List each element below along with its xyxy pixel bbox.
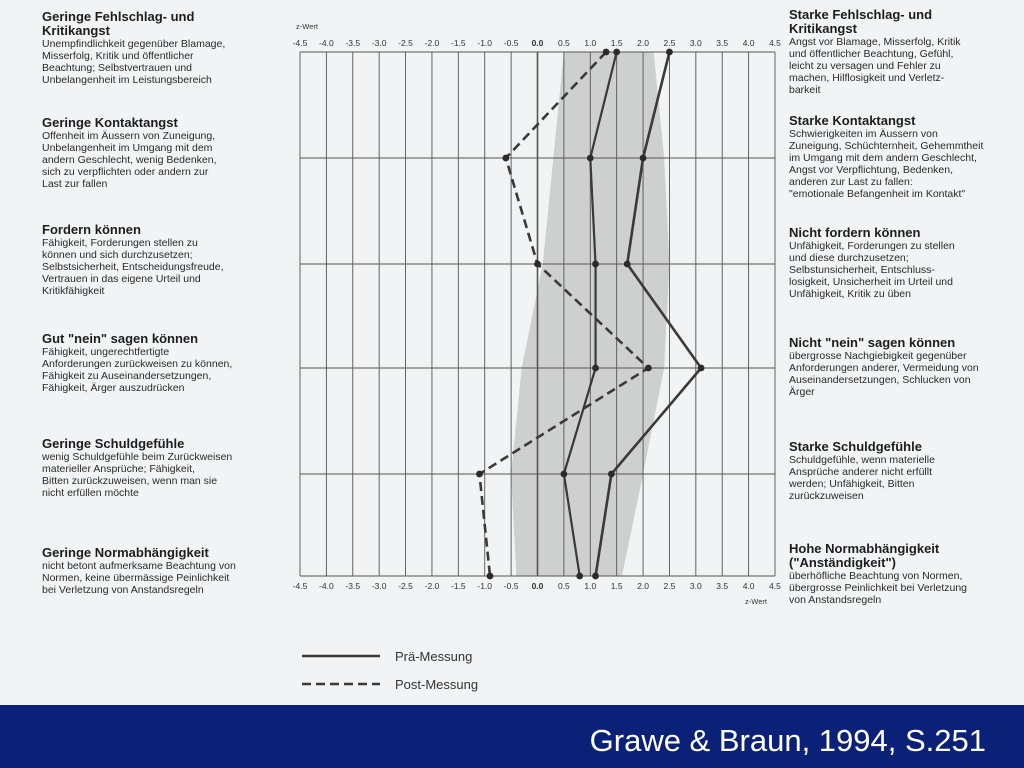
series-1-line-point	[624, 261, 631, 268]
tick-label-bottom: -1.5	[451, 581, 466, 591]
trait-description: Fähigkeit, ungerechtfertigte Anforderungen zurückweisen zu können, Fähigkeit zu Auseinandersetzungen, Fähigkeit, Ärger auszudrücken	[42, 346, 233, 394]
series-2-line-point	[487, 573, 494, 580]
trait-description: übergrosse Nachgiebigkeit gegenüber Anforderungen anderer, Vermeidung von Auseinandersetzungen, Schlucken von Ärger	[789, 350, 979, 398]
trait-title: Gut "nein" sagen können	[42, 331, 199, 346]
tick-label-bottom: 3.0	[689, 581, 702, 591]
tick-label-bottom: -2.5	[398, 581, 413, 591]
tick-label-top: -1.0	[477, 38, 493, 48]
trait-description: Schwierigkeiten im Äussern von Zuneigung, Schüchternheit, Gehemmtheit im Umgang mit dem andern Geschlecht, Angst vor Verpflichtung, Bedenken, anderen zur Last zu fallen: "emotionale Befangenheit im Kontakt"	[789, 128, 984, 200]
series-2-line-point	[476, 471, 483, 478]
series-2-line-point	[502, 155, 509, 162]
trait-description: wenig Schuldgefühle beim Zurückweisen materieller Ansprüche; Fähigkeit, Bitten zurückzuweisen, wenn man sie nicht erfüllen möchte	[42, 451, 233, 499]
tick-label-bottom: -3.5	[345, 581, 361, 591]
series-1-line-point	[698, 365, 705, 372]
tick-label-top: -3.0	[371, 38, 387, 48]
trait-description: Fähigkeit, Forderungen stellen zu können und sich durchzusetzen; Selbstsicherheit, Entscheidungsfreude, Vertrauen in das eigene Urteil und Kritikfähigkeit	[42, 237, 224, 297]
tick-label-top: 3.0	[689, 38, 702, 48]
tick-label-top: 0.0	[531, 38, 544, 48]
tick-label-bottom: -1.0	[477, 581, 493, 591]
series-2-line-point	[534, 261, 541, 268]
series-1-line-point	[592, 573, 599, 580]
tick-label-bottom: 4.0	[742, 581, 755, 591]
series-2-line-point	[645, 365, 652, 372]
reference-line-point	[592, 261, 599, 268]
trait-title: Geringe Kontaktangst	[42, 115, 178, 130]
tick-label-bottom: -3.0	[371, 581, 387, 591]
tick-label-top: 4.5	[769, 38, 781, 48]
reference-line-point	[613, 49, 620, 56]
tick-label-top: 2.0	[637, 38, 649, 48]
series-1-line-point	[666, 49, 673, 56]
reference-line-point	[587, 155, 594, 162]
legend-label: Prä-Messung	[395, 649, 473, 664]
trait-description: Offenheit im Äussern von Zuneigung, Unbelangenheit im Umgang mit dem andern Geschlecht, wenig Bedenken, sich zu verpflichten oder andern zur Last zur fallen	[42, 130, 217, 190]
trait-description: überhöfliche Beachtung von Normen, übergrosse Peinlichkeit bei Verletzung von Anstandsregeln	[789, 570, 968, 606]
trait-title: Starke Kontaktangst	[789, 113, 916, 128]
trait-title: Nicht "nein" sagen können	[789, 335, 956, 350]
tick-label-bottom: 0.0	[531, 581, 544, 591]
tick-label-bottom: 2.0	[637, 581, 649, 591]
tick-label-bottom: 1.0	[584, 581, 597, 591]
tick-label-top: -4.5	[292, 38, 308, 48]
trait-title: Hohe Normabhängigkeit ("Anständigkeit")	[789, 541, 940, 570]
tick-label-top: 2.5	[663, 38, 676, 48]
trait-title: Geringe Fehlschlag- und Kritikangst	[42, 9, 195, 38]
trait-description: Angst vor Blamage, Misserfolg, Kritik und öffentlicher Beachtung, Gefühl, leicht zu versagen und Fehler zu machen, Hilflosigkeit und Verletz- barkeit	[789, 36, 961, 96]
tick-label-top: 3.5	[716, 38, 729, 48]
axis-label-top: z-Wert	[296, 22, 318, 31]
tick-label-top: 0.5	[557, 38, 570, 48]
legend-label: Post-Messung	[395, 677, 479, 692]
trait-title: Geringe Normabhängigkeit	[42, 545, 209, 560]
series-1-line-point	[608, 471, 615, 478]
tick-label-bottom: -2.0	[424, 581, 440, 591]
reference-line-point	[560, 471, 567, 478]
series-1-line-point	[640, 155, 647, 162]
trait-description: Unempfindlichkeit gegenüber Blamage, Misserfolg, Kritik und öffentlicher Beachtung; Selbstvertrauen und Unbelangenheit im Leistungsbereich	[42, 38, 226, 86]
tick-label-top: -4.0	[319, 38, 334, 48]
tick-label-top: -0.5	[503, 38, 519, 48]
trait-title: Fordern können	[42, 222, 141, 237]
tick-label-top: -1.5	[451, 38, 466, 48]
tick-label-bottom: 4.5	[769, 581, 781, 591]
tick-label-top: -2.0	[424, 38, 440, 48]
tick-label-bottom: 3.5	[716, 581, 729, 591]
trait-title: Starke Schuldgefühle	[789, 439, 922, 454]
tick-label-top: -2.5	[398, 38, 413, 48]
trait-description: Unfähigkeit, Forderungen zu stellen und diese durchzusetzen; Selbstunsicherheit, Entschluss- losigkeit, Unsicherheit im Urteil und Unfähigkeit, Kritik zu üben	[789, 240, 955, 300]
tick-label-top: -3.5	[345, 38, 361, 48]
trait-description: Schuldgefühle, wenn materielle Ansprüche anderer nicht erfüllt werden; Unfähigkeit, Bitten zurückzuweisen	[789, 454, 935, 502]
tick-label-top: 1.5	[610, 38, 623, 48]
axis-label-bottom: z-Wert	[745, 597, 767, 606]
tick-label-bottom: -4.5	[292, 581, 308, 591]
trait-description: nicht betont aufmerksame Beachtung von Normen, keine übermässige Peinlichkeit bei Verletzung von Anstandsregeln	[42, 560, 236, 596]
trait-title: Geringe Schuldgefühle	[42, 436, 185, 451]
tick-label-bottom: 0.5	[557, 581, 570, 591]
trait-title: Starke Fehlschlag- und Kritikangst	[789, 7, 933, 36]
trait-title: Nicht fordern können	[789, 225, 921, 240]
tick-label-bottom: 1.5	[610, 581, 623, 591]
tick-label-bottom: -4.0	[319, 581, 334, 591]
series-2-line-point	[603, 49, 610, 56]
tick-label-top: 4.0	[742, 38, 755, 48]
tick-label-bottom: -0.5	[503, 581, 519, 591]
footer-bar	[0, 705, 1024, 768]
reference-line-point	[592, 365, 599, 372]
reference-line-point	[576, 573, 583, 580]
citation: Grawe & Braun, 1994, S.251	[589, 723, 986, 758]
tick-label-bottom: 2.5	[663, 581, 676, 591]
tick-label-top: 1.0	[584, 38, 597, 48]
